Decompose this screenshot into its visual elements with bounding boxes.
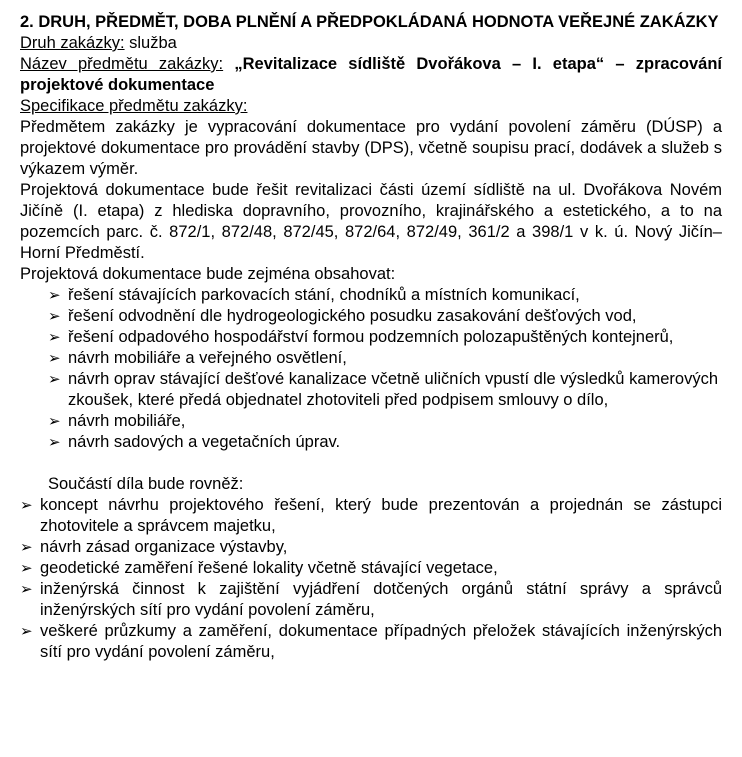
arrow-bullet-icon: ➢ [20, 581, 33, 598]
specifikace-label: Specifikace předmětu zakázky: [20, 97, 248, 115]
druh-zakazky [20, 33, 722, 54]
contents-list [48, 285, 722, 453]
list-item: ➢ inženýrská činnost k zajištění vyjádření dotčených orgánů státní správy a správců inženýrských sítí pro vydání povolení záměru, [20, 580, 722, 619]
druh-value: služba [124, 34, 177, 52]
soucasti-intro: Součástí díla bude rovněž: [48, 475, 244, 493]
arrow-bullet-icon: ➢ [48, 350, 61, 367]
arrow-bullet-icon: ➢ [20, 623, 33, 640]
nazev-predmetu [20, 54, 722, 96]
paragraph-1: Předmětem zakázky je vypracování dokumentace pro vydání povolení záměru (DÚSP) a projektové dokumentace pro provádění stavby (DPS), včetně soupisu prací, dodávek a služeb s výkazem výměr. [20, 118, 722, 178]
arrow-bullet-icon: ➢ [48, 287, 61, 304]
section-title: 2. DRUH, PŘEDMĚT, DOBA PLNĚNÍ A PŘEDPOKLÁDANÁ HODNOTA VEŘEJNÉ ZAKÁZKY [20, 13, 719, 31]
arrow-bullet-icon: ➢ [20, 560, 33, 577]
list-item: ➢ geodetické zaměření řešené lokality včetně stávající vegetace, [20, 559, 498, 577]
paragraph-2: Projektová dokumentace bude řešit revitalizaci části území sídliště na ul. Dvořákova Novém Jičíně (I. etapa) z hlediska dopravního, provozního, krajinářského a estetického, a to na pozemcích parc. č. 872/1, 872/48, 872/45, 872/64, 872/49, 361/2 a 398/1 v k. ú. Nový Jičín–Horní Předměstí. [20, 181, 722, 262]
list-item: ➢ návrh mobiliáře a veřejného osvětlení, [48, 349, 347, 367]
list-item: ➢ návrh oprav stávající dešťové kanalizace včetně uličních vpustí dle výsledků kamerových zkoušek, které předá objednatel zhotoviteli před podpisem smlouvy o dílo, [48, 370, 719, 409]
list-item: ➢ koncept návrhu projektového řešení, který bude prezentován a projednán se zástupci zhotovitele a správcem majetku, [20, 496, 722, 535]
soucasti-list [20, 495, 722, 663]
list-item: ➢ návrh sadových a vegetačních úprav. [48, 433, 341, 451]
arrow-bullet-icon: ➢ [20, 539, 33, 556]
arrow-bullet-icon: ➢ [48, 371, 61, 388]
druh-label: Druh zakázky: [20, 34, 125, 52]
nazev-value: „Revitalizace sídliště Dvořákova – I. etapa“ – zpracování projektové dokumentace [20, 55, 722, 94]
document-page [0, 12, 742, 757]
list-item: ➢ řešení odvodnění dle hydrogeologického posudku zasakování dešťových vod, [48, 307, 637, 325]
spacer [20, 453, 722, 474]
contents-intro: Projektová dokumentace bude zejména obsahovat: [20, 265, 396, 283]
list-item: ➢ návrh zásad organizace výstavby, [20, 538, 288, 556]
list-item: ➢ řešení odpadového hospodářství formou podzemních polozapuštěných kontejnerů, [48, 328, 674, 346]
arrow-bullet-icon: ➢ [48, 308, 61, 325]
arrow-bullet-icon: ➢ [48, 329, 61, 346]
nazev-label: Název předmětu zakázky: [20, 55, 224, 73]
list-item: ➢ veškeré průzkumy a zaměření, dokumentace případných přeložek stávajících inženýrských sítí pro vydání povolení záměru, [20, 622, 722, 661]
list-item: ➢ řešení stávajících parkovacích stání, chodníků a místních komunikací, [48, 286, 580, 304]
arrow-bullet-icon: ➢ [48, 434, 61, 451]
arrow-bullet-icon: ➢ [20, 497, 33, 514]
arrow-bullet-icon: ➢ [48, 413, 61, 430]
list-item: ➢ návrh mobiliáře, [48, 412, 186, 430]
